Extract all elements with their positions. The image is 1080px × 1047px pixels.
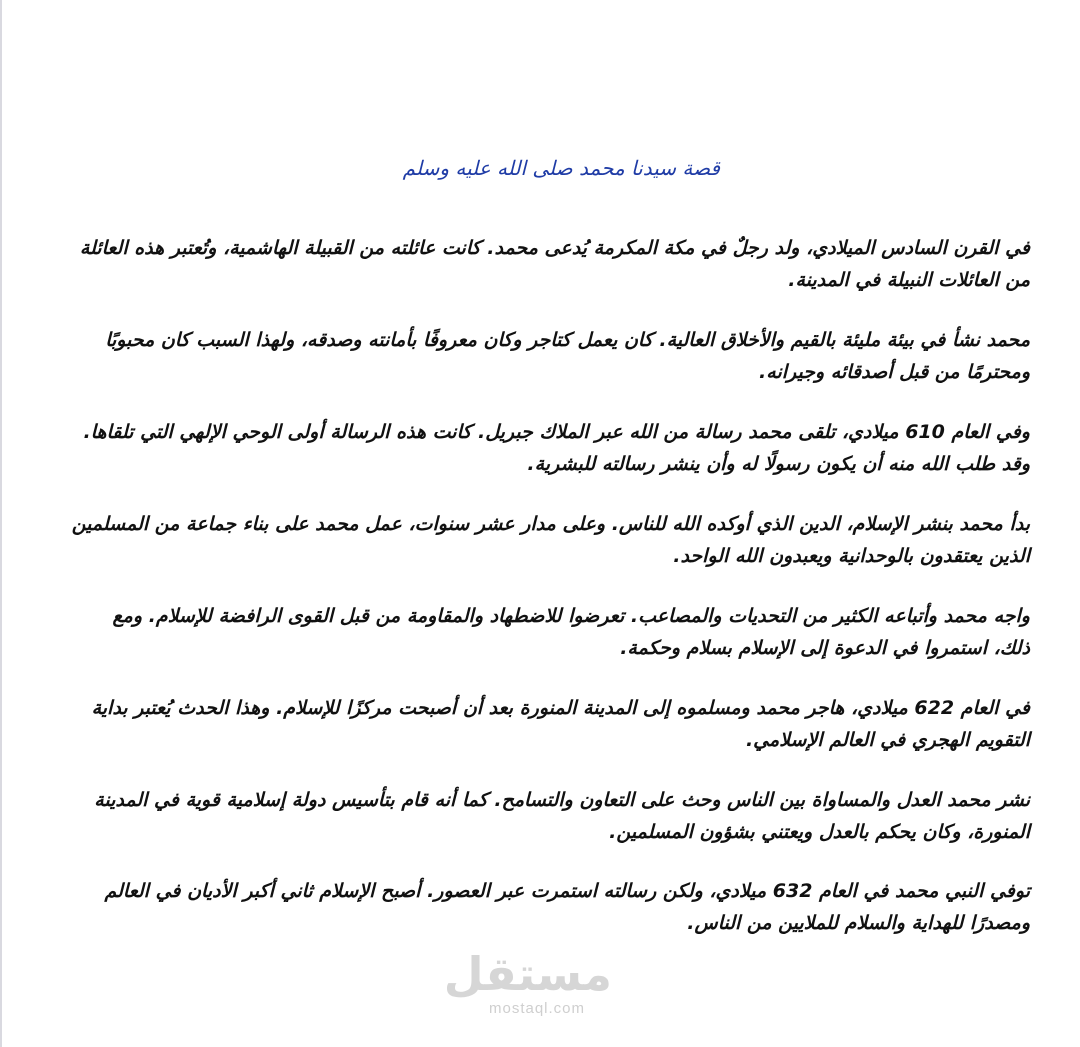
watermark-logo: مستقل [443,947,612,1001]
paragraph-7: نشر محمد العدل والمساواة بين الناس وحث على التعاون والتسامح. كما أنه قام بتأسيس دولة إسلامية قوية في المدينة المنورة، وكان يحكم بالعدل ويعتني بشؤون المسلمين. [94,789,1030,843]
document-title: قصة سيدنا محمد صلى الله عليه وسلم [402,156,720,180]
mostaql-watermark [443,947,612,1028]
paragraph-4: بدأ محمد بنشر الإسلام، الدين الذي أوكده الله للناس. وعلى مدار عشر سنوات، عمل محمد على بناء جماعة من المسلمين الذين يعتقدون بالوحدانية ويعبدون الله الواحد. [71,513,1030,567]
paragraph-1: في القرن السادس الميلادي، ولد رجلٌ في مكة المكرمة يُدعى محمد. كانت عائلته من القبيلة الهاشمية، وتُعتبر هذه العائلة من العائلات النبيلة في المدينة. [79,237,1030,291]
paragraph-5: واجه محمد وأتباعه الكثير من التحديات والمصاعب. تعرضوا للاضطهاد والمقاومة من قبل القوى الرافضة للإسلام. ومع ذلك، استمروا في الدعوة إلى الإسلام بسلام وحكمة. [112,605,1030,659]
paragraph-6: في العام 622 ميلادي، هاجر محمد ومسلموه إلى المدينة المنورة بعد أن أصبحت مركزًا للإسلام. وهذا الحدث يُعتبر بداية التقويم الهجري في العالم الإسلامي. [91,697,1030,751]
watermark-url: mostaql.com [488,1000,586,1017]
paragraph-8: توفي النبي محمد في العام 632 ميلادي، ولكن رسالته استمرت عبر العصور. أصبح الإسلام ثاني أكبر الأديان في العالم ومصدرًا للهداية والسلام للملايين من الناس. [104,880,1030,934]
paragraph-2: محمد نشأ في بيئة مليئة بالقيم والأخلاق العالية. كان يعمل كتاجر وكان معروفًا بأمانته وصدقه، ولهذا السبب كان محبوبًا ومحترمًا من قبل أصدقائه وجيرانه. [105,329,1030,383]
paragraph-3: وفي العام 610 ميلادي، تلقى محمد رسالة من الله عبر الملاك جبريل. كانت هذه الرسالة أولى الوحي الإلهي التي تلقاها. وقد طلب الله منه أن يكون رسولًا له وأن ينشر رسالته للبشرية. [83,421,1030,475]
